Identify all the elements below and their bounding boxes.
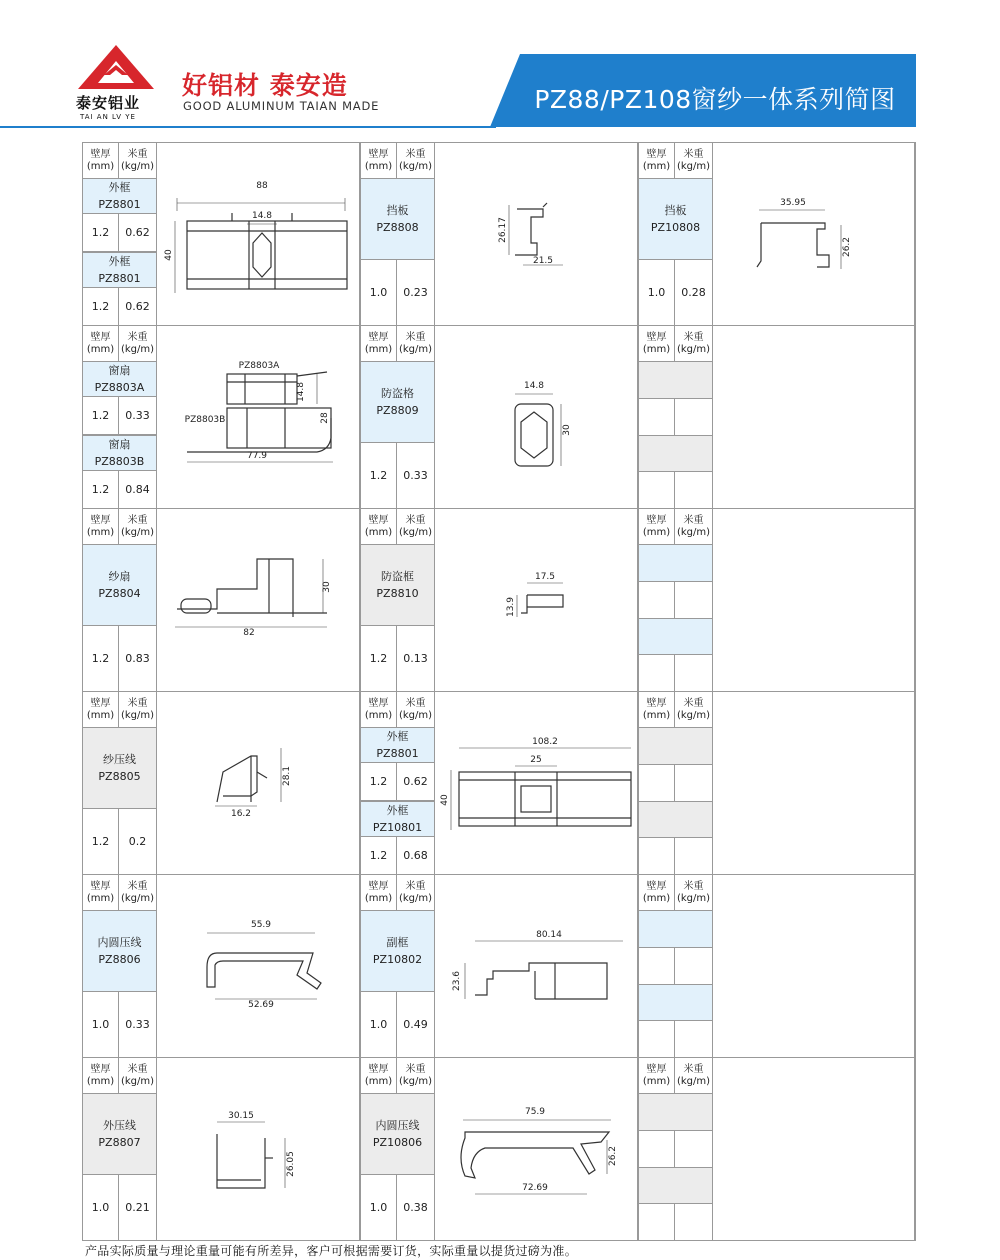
profile-sketch [435, 143, 639, 326]
weight-label: 米重 [683, 880, 704, 892]
profile-name-cell [82, 361, 157, 397]
empty-name-cell [638, 727, 713, 765]
empty-weight-cell [674, 837, 713, 875]
profile-name: 外框 [386, 803, 409, 817]
thickness-label: 壁厚 [90, 331, 111, 343]
profile-name-cell [360, 1093, 435, 1175]
empty-name-cell [638, 544, 713, 582]
empty-weight-cell [674, 947, 713, 985]
dimension-label: 14.8 [523, 381, 545, 391]
profile-name: 纱压线 [103, 752, 136, 766]
page-header [0, 0, 1000, 140]
thickness-header [82, 142, 119, 179]
thickness-label: 壁厚 [90, 148, 111, 160]
weight-unit: (kg/m) [120, 1075, 155, 1087]
weight-value: 0.28 [674, 259, 713, 326]
weight-label: 米重 [127, 697, 148, 709]
thickness-value: 1.2 [82, 213, 119, 252]
profile-sketch [157, 692, 361, 875]
weight-value: 0.21 [118, 1174, 157, 1241]
profile-code: PZ10802 [372, 952, 423, 966]
profile-code: PZ10808 [650, 220, 701, 234]
thickness-label: 壁厚 [646, 514, 667, 526]
empty-thickness-cell [638, 654, 675, 692]
dimension-label: 35.95 [780, 198, 806, 208]
dimension-label: 30 [322, 581, 332, 593]
weight-unit: (kg/m) [398, 892, 433, 904]
dimension-label: 80.14 [536, 930, 562, 940]
dimension-label: 25 [530, 755, 542, 765]
dimension-label: 14.8 [296, 381, 306, 403]
weight-value: 0.62 [118, 213, 157, 252]
dimension-label: 14.8 [251, 211, 273, 221]
thickness-header [82, 691, 119, 728]
empty-weight-cell [674, 654, 713, 692]
dimension-label: 26.2 [842, 236, 852, 258]
weight-header [674, 142, 713, 179]
weight-label: 米重 [405, 880, 426, 892]
weight-unit: (kg/m) [398, 1075, 433, 1087]
profile-drawing-area [712, 508, 916, 692]
weight-header [674, 325, 713, 362]
thickness-unit: (mm) [86, 343, 115, 355]
brand-name-cn: 泰安铝业 [76, 94, 141, 112]
empty-thickness-cell [638, 764, 675, 802]
weight-unit: (kg/m) [120, 160, 155, 172]
dimension-label: 16.2 [230, 809, 252, 819]
weight-header [118, 142, 157, 179]
thickness-unit: (mm) [364, 1075, 393, 1087]
thickness-header [82, 508, 119, 545]
weight-label: 米重 [127, 1063, 148, 1075]
thickness-label: 壁厚 [646, 1063, 667, 1075]
weight-unit: (kg/m) [398, 709, 433, 721]
weight-header [674, 691, 713, 728]
weight-header [118, 325, 157, 362]
profile-name-cell [82, 544, 157, 626]
weight-header [396, 874, 435, 911]
profile-name-cell [360, 361, 435, 443]
company-logo-icon [76, 45, 156, 93]
profile-name-cell [360, 801, 435, 837]
weight-value: 0.38 [396, 1174, 435, 1241]
thickness-value: 1.2 [360, 762, 397, 801]
profile-sketch [157, 509, 361, 692]
thickness-value: 1.2 [360, 836, 397, 875]
profile-name-cell [360, 178, 435, 260]
weight-unit: (kg/m) [120, 709, 155, 721]
weight-label: 米重 [405, 514, 426, 526]
profile-drawing-area [434, 325, 639, 509]
dimension-label: 82 [243, 628, 255, 638]
thickness-value: 1.0 [360, 259, 397, 326]
profile-drawing-area [712, 142, 916, 326]
profile-drawing-area [434, 691, 639, 875]
weight-unit: (kg/m) [120, 526, 155, 538]
thickness-label: 壁厚 [646, 697, 667, 709]
weight-header [118, 691, 157, 728]
weight-label: 米重 [683, 697, 704, 709]
weight-header [674, 1057, 713, 1094]
thickness-unit: (mm) [642, 1075, 671, 1087]
thickness-header [82, 874, 119, 911]
empty-name-cell [638, 1093, 713, 1131]
thickness-unit: (mm) [364, 892, 393, 904]
thickness-value: 1.0 [638, 259, 675, 326]
thickness-value: 1.2 [82, 287, 119, 326]
thickness-unit: (mm) [642, 526, 671, 538]
empty-weight-cell [674, 1130, 713, 1168]
weight-value: 0.33 [396, 442, 435, 509]
empty-name-cell [638, 361, 713, 399]
thickness-header [638, 325, 675, 362]
weight-unit: (kg/m) [676, 709, 711, 721]
thickness-value: 1.0 [360, 991, 397, 1058]
thickness-unit: (mm) [642, 160, 671, 172]
thickness-header [360, 325, 397, 362]
profile-sketch [157, 875, 361, 1058]
thickness-value: 1.2 [82, 625, 119, 692]
profile-drawing-area [156, 325, 361, 509]
empty-weight-cell [674, 581, 713, 619]
profile-sketch [157, 143, 361, 326]
profile-code: PZ8805 [98, 769, 141, 783]
profile-drawing-area [434, 874, 639, 1058]
profile-name: 挡板 [664, 203, 687, 217]
thickness-unit: (mm) [86, 526, 115, 538]
thickness-value: 1.2 [82, 808, 119, 875]
weight-value: 0.49 [396, 991, 435, 1058]
weight-label: 米重 [405, 331, 426, 343]
profile-drawing-area [434, 508, 639, 692]
dimension-label: 88 [256, 181, 268, 191]
dimension-label: 28 [320, 412, 330, 424]
profile-name: 防盗框 [381, 569, 414, 583]
thickness-header [82, 325, 119, 362]
weight-label: 米重 [683, 514, 704, 526]
dimension-label: 40 [440, 794, 450, 806]
dimension-label: 77.9 [246, 451, 268, 461]
empty-weight-cell [674, 764, 713, 802]
weight-label: 米重 [405, 148, 426, 160]
profile-name: 防盗格 [381, 386, 414, 400]
dimension-label: 26.17 [498, 217, 508, 243]
dimension-label: PZ8803A [238, 361, 280, 371]
profile-name: 副框 [386, 935, 409, 949]
profile-name: 外框 [108, 181, 131, 195]
weight-value: 0.84 [118, 470, 157, 509]
profile-code: PZ8806 [98, 952, 141, 966]
dimension-label: 17.5 [534, 572, 556, 582]
profile-sketch [435, 326, 639, 509]
profile-name: 内圆压线 [375, 1118, 420, 1132]
dimension-label: 26.2 [608, 1145, 618, 1167]
profile-name: 外压线 [103, 1118, 136, 1132]
slogan-en: GOOD ALUMINUM TAIAN MADE [183, 99, 380, 113]
weight-unit: (kg/m) [676, 1075, 711, 1087]
weight-value: 0.33 [118, 991, 157, 1058]
weight-label: 米重 [405, 1063, 426, 1075]
profile-drawing-area [434, 1057, 639, 1241]
thickness-unit: (mm) [86, 160, 115, 172]
empty-name-cell [638, 1167, 713, 1205]
thickness-header [638, 142, 675, 179]
weight-header [396, 691, 435, 728]
weight-unit: (kg/m) [676, 526, 711, 538]
weight-unit: (kg/m) [676, 160, 711, 172]
thickness-label: 壁厚 [646, 331, 667, 343]
profile-name: 外框 [108, 254, 131, 268]
thickness-unit: (mm) [642, 892, 671, 904]
profile-name-cell [360, 727, 435, 763]
thickness-unit: (mm) [364, 526, 393, 538]
profile-sketch [713, 143, 916, 326]
profile-name-cell [360, 910, 435, 992]
thickness-label: 壁厚 [368, 148, 389, 160]
profile-name: 挡板 [386, 203, 409, 217]
profile-code: PZ10801 [372, 820, 423, 834]
dimension-label: 21.5 [532, 256, 554, 266]
thickness-unit: (mm) [86, 709, 115, 721]
thickness-label: 壁厚 [90, 514, 111, 526]
weight-unit: (kg/m) [120, 343, 155, 355]
empty-thickness-cell [638, 398, 675, 436]
profile-sketch [435, 692, 639, 875]
profile-name-cell [360, 544, 435, 626]
thickness-label: 壁厚 [368, 697, 389, 709]
empty-thickness-cell [638, 1203, 675, 1241]
page-title: PZ88/PZ108窗纱一体系列简图 [534, 85, 896, 114]
profile-code: PZ8804 [98, 586, 141, 600]
weight-header [396, 142, 435, 179]
thickness-header [360, 1057, 397, 1094]
empty-thickness-cell [638, 1020, 675, 1058]
weight-header [396, 1057, 435, 1094]
profile-code: PZ10806 [372, 1135, 423, 1149]
weight-header [118, 874, 157, 911]
dimension-label: 26.05 [286, 1151, 296, 1177]
thickness-unit: (mm) [364, 160, 393, 172]
weight-header [396, 508, 435, 545]
thickness-header [638, 508, 675, 545]
thickness-value: 1.0 [360, 1174, 397, 1241]
profile-drawing-area [712, 325, 916, 509]
weight-label: 米重 [683, 1063, 704, 1075]
thickness-header [360, 691, 397, 728]
weight-value: 0.2 [118, 808, 157, 875]
profile-name: 窗扇 [108, 364, 131, 378]
profile-code: PZ8801 [98, 198, 141, 212]
weight-label: 米重 [683, 148, 704, 160]
profile-name-cell [82, 252, 157, 288]
profile-code: PZ8803B [94, 454, 145, 468]
thickness-label: 壁厚 [368, 1063, 389, 1075]
thickness-unit: (mm) [642, 709, 671, 721]
weight-header [118, 508, 157, 545]
thickness-unit: (mm) [86, 1075, 115, 1087]
thickness-value: 1.2 [360, 442, 397, 509]
dimension-label: 55.9 [250, 920, 272, 930]
empty-thickness-cell [638, 1130, 675, 1168]
empty-name-cell [638, 910, 713, 948]
profile-sketch [435, 509, 639, 692]
profile-name: 窗扇 [108, 437, 131, 451]
profile-drawing-area [156, 1057, 361, 1241]
weight-header [396, 325, 435, 362]
weight-unit: (kg/m) [398, 526, 433, 538]
dimension-label: 30 [562, 424, 572, 436]
dimension-label: 108.2 [532, 737, 558, 747]
thickness-label: 壁厚 [90, 697, 111, 709]
weight-value: 0.62 [396, 762, 435, 801]
thickness-unit: (mm) [364, 343, 393, 355]
profile-code: PZ8809 [376, 403, 419, 417]
weight-label: 米重 [127, 331, 148, 343]
weight-label: 米重 [405, 697, 426, 709]
profile-name-cell [82, 910, 157, 992]
thickness-unit: (mm) [642, 343, 671, 355]
profile-name-cell [82, 1093, 157, 1175]
profile-sketch [157, 1058, 361, 1241]
weight-unit: (kg/m) [676, 343, 711, 355]
empty-thickness-cell [638, 947, 675, 985]
profile-name: 内圆压线 [97, 935, 142, 949]
profile-code: PZ8803A [94, 381, 145, 395]
empty-weight-cell [674, 471, 713, 509]
weight-unit: (kg/m) [120, 892, 155, 904]
thickness-value: 1.0 [82, 1174, 119, 1241]
dimension-label: 75.9 [524, 1107, 546, 1117]
weight-unit: (kg/m) [398, 343, 433, 355]
profile-drawing-area [156, 142, 361, 326]
empty-name-cell [638, 801, 713, 839]
empty-name-cell [638, 984, 713, 1022]
thickness-label: 壁厚 [646, 880, 667, 892]
empty-weight-cell [674, 1020, 713, 1058]
profile-drawing-area [156, 691, 361, 875]
profile-drawing-area [434, 142, 639, 326]
dimension-label: 40 [164, 249, 174, 261]
profile-drawing-area [156, 874, 361, 1058]
weight-value: 0.68 [396, 836, 435, 875]
profile-code: PZ8801 [376, 747, 419, 761]
weight-label: 米重 [127, 514, 148, 526]
thickness-header [360, 508, 397, 545]
profile-code: PZ8807 [98, 1135, 141, 1149]
weight-header [674, 874, 713, 911]
thickness-value: 1.2 [360, 625, 397, 692]
dimension-label: PZ8803B [184, 415, 226, 425]
weight-value: 0.23 [396, 259, 435, 326]
weight-value: 0.13 [396, 625, 435, 692]
thickness-label: 壁厚 [90, 880, 111, 892]
thickness-label: 壁厚 [90, 1063, 111, 1075]
profile-sketch [157, 326, 361, 509]
profile-code: PZ8801 [98, 271, 141, 285]
profile-drawing-area [712, 874, 916, 1058]
thickness-header [360, 142, 397, 179]
thickness-label: 壁厚 [368, 331, 389, 343]
thickness-label: 壁厚 [368, 880, 389, 892]
empty-name-cell [638, 435, 713, 473]
thickness-header [638, 874, 675, 911]
empty-thickness-cell [638, 471, 675, 509]
thickness-value: 1.2 [82, 396, 119, 435]
thickness-header [638, 691, 675, 728]
dimension-label: 28.1 [282, 765, 292, 787]
dimension-label: 52.69 [248, 1000, 274, 1010]
profile-name: 纱扇 [108, 569, 131, 583]
weight-unit: (kg/m) [676, 892, 711, 904]
empty-thickness-cell [638, 837, 675, 875]
weight-unit: (kg/m) [398, 160, 433, 172]
thickness-header [82, 1057, 119, 1094]
profile-name-cell [82, 727, 157, 809]
dimension-label: 72.69 [522, 1183, 548, 1193]
profile-code: PZ8808 [376, 220, 419, 234]
brand-name-en: TAI AN LV YE [80, 113, 136, 121]
thickness-unit: (mm) [364, 709, 393, 721]
weight-value: 0.33 [118, 396, 157, 435]
thickness-label: 壁厚 [368, 514, 389, 526]
profile-name-cell [82, 178, 157, 214]
thickness-unit: (mm) [86, 892, 115, 904]
weight-label: 米重 [127, 148, 148, 160]
weight-value: 0.62 [118, 287, 157, 326]
thickness-value: 1.0 [82, 991, 119, 1058]
profile-drawing-area [712, 691, 916, 875]
thickness-value: 1.2 [82, 470, 119, 509]
profile-code: PZ8810 [376, 586, 419, 600]
profile-name-cell [638, 178, 713, 260]
empty-name-cell [638, 618, 713, 656]
thickness-label: 壁厚 [646, 148, 667, 160]
profile-drawing-area [156, 508, 361, 692]
profile-name: 外框 [386, 730, 409, 744]
thickness-header [360, 874, 397, 911]
empty-weight-cell [674, 1203, 713, 1241]
weight-value: 0.83 [118, 625, 157, 692]
weight-header [674, 508, 713, 545]
profile-sketch [435, 1058, 639, 1241]
dimension-label: 23.6 [452, 970, 462, 992]
empty-weight-cell [674, 398, 713, 436]
dimension-label: 30.15 [228, 1111, 254, 1121]
weight-label: 米重 [683, 331, 704, 343]
slogan-cn: 好铝材 泰安造 [182, 71, 348, 100]
profile-name-cell [82, 435, 157, 471]
profile-sketch [435, 875, 639, 1058]
weight-label: 米重 [127, 880, 148, 892]
empty-thickness-cell [638, 581, 675, 619]
dimension-label: 13.9 [506, 596, 516, 618]
footnote: 产品实际质量与理论重量可能有所差异，客户可根据需要订货，实际重量以提货过磅为准。 [85, 1244, 578, 1258]
weight-header [118, 1057, 157, 1094]
thickness-header [638, 1057, 675, 1094]
profile-drawing-area [712, 1057, 916, 1241]
